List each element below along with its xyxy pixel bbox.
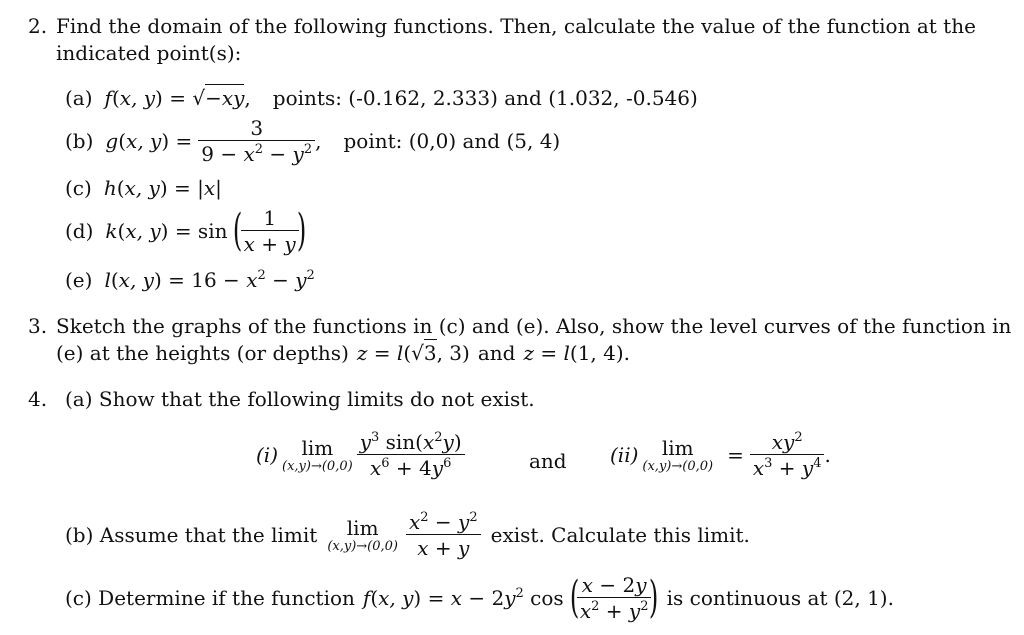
- problem-2-text-line1: Find the domain of the following functions. Then, calculate the value of the function at the: [56, 14, 976, 38]
- problem-2d: [65, 205, 310, 256]
- problem-4b: [65, 512, 750, 558]
- problem-4b-numerator: $x^2 - y^2$: [409, 510, 478, 534]
- problem-2b-label: (b): [65, 129, 94, 153]
- problem-4c-text-end: is continuous at (2, 1).: [666, 586, 894, 610]
- problem-4b-denominator: x + y: [406, 534, 481, 558]
- problem-4c-denominator: $x^2 + y^2$: [577, 597, 652, 621]
- problem-2c-formula: h(x, y) = |x|: [103, 176, 222, 200]
- problem-2b-denominator: $9 - x^2 - y^2$: [198, 140, 315, 164]
- limit-i-operator: [282, 435, 353, 474]
- problem-2c-label: (c): [65, 176, 92, 200]
- problem-4b-text-end: exist. Calculate this limit.: [490, 523, 750, 547]
- problem-4a-limit-ii: [610, 432, 831, 478]
- problem-2b-numerator: 3: [250, 116, 264, 140]
- limit-ii-numerator: $xy^2$: [771, 430, 803, 454]
- problem-2c: [65, 178, 222, 198]
- limit-ii-label: (ii): [610, 443, 639, 467]
- problem-3-height-2: z = l(1, 4).: [523, 341, 631, 365]
- problem-3-text-line1: Sketch the graphs of the functions in (c) and (e). Also, show the level curves of the function in: [56, 314, 1012, 338]
- problem-3-number: 3.: [28, 314, 48, 338]
- problem-4b-lim-sub: (x,y)→(0,0): [327, 538, 398, 554]
- limit-ii-fraction: [750, 432, 825, 478]
- problem-2a-points: points: (-0.162, 2.333) and (1.032, -0.546): [272, 86, 698, 110]
- problem-2b-comma: ,: [315, 129, 322, 153]
- problem-2b-fraction: [198, 118, 315, 164]
- problem-2b-points: point: (0,0) and (5, 4): [343, 129, 561, 153]
- problem-4b-text-start: (b) Assume that the limit: [65, 523, 318, 547]
- limit-ii-operator: [642, 435, 714, 474]
- problem-2e-const: 16: [191, 268, 217, 292]
- problem-3-line2: [56, 343, 630, 363]
- problem-4c-right-paren: ): [649, 572, 659, 623]
- problem-2d-numerator: 1: [263, 206, 277, 230]
- limit-i-denominator: $x^6 + 4y^6$: [357, 454, 465, 478]
- limit-i-lim: lim: [301, 435, 334, 460]
- problem-2b-formula-left: g(x, y) =: [105, 129, 193, 153]
- problem-2e: [65, 270, 315, 290]
- problem-3-and: and: [477, 341, 516, 365]
- problem-4a-text: (a) Show that the following limits do not exist.: [65, 387, 535, 411]
- problem-2d-right-paren: ): [296, 205, 307, 256]
- problem-2e-label: (e): [65, 268, 93, 292]
- problem-2a: [65, 88, 698, 108]
- problem-2a-formula: f(x, y) = √−xy,: [104, 86, 251, 110]
- limits-and: and: [529, 449, 567, 473]
- problem-4c-formula-left: f(x, $y) = x - 2y^2$ cos: [362, 586, 564, 610]
- limit-ii-lim: lim: [661, 435, 694, 460]
- problem-4-number: 4.: [28, 387, 48, 411]
- limit-ii-period: .: [824, 443, 831, 467]
- problem-4c-fraction: [577, 575, 652, 621]
- problem-4a-limit-i: [256, 432, 465, 478]
- limit-ii-denominator: $x^3 + y^4$: [750, 454, 825, 478]
- problem-4c: [65, 572, 894, 623]
- problem-4c-text-start: (c) Determine if the function: [65, 586, 355, 610]
- problem-2e-formula: l(x, $y) = 16 - x^2 - y^2$: [104, 268, 315, 292]
- problem-3-text-line2-start: (e) at the heights (or depths): [56, 341, 349, 365]
- problem-4b-lim: [327, 515, 398, 554]
- limit-i-numerator: $y^3$ $\sin(x^2y)$: [359, 430, 462, 454]
- problem-2-number: 2.: [28, 14, 48, 38]
- problem-2-text-line2: indicated point(s):: [56, 41, 242, 65]
- limit-ii-equals: =: [727, 443, 744, 467]
- limit-i-fraction: [357, 432, 465, 478]
- problem-2a-label: (a): [65, 86, 93, 110]
- problem-2d-fraction: [241, 208, 299, 254]
- problem-4b-lim-word: lim: [346, 515, 379, 540]
- problem-2b: [65, 118, 560, 164]
- problem-4c-left-paren: (: [569, 572, 579, 623]
- problem-4c-numerator: x − 2y: [581, 573, 647, 597]
- problem-4b-fraction: [406, 512, 481, 558]
- problem-3-height-1: z = l(√3, 3): [356, 341, 470, 365]
- limit-ii-sub: (x,y)→(0,0): [642, 458, 714, 474]
- problem-2d-label: (d): [65, 219, 94, 243]
- limit-i-label: (i): [256, 443, 279, 467]
- problem-2d-formula-left: k(x, y) = sin: [105, 219, 228, 243]
- limit-i-sub: (x,y)→(0,0): [282, 458, 353, 474]
- problem-2d-left-paren: (: [233, 205, 243, 256]
- problem-2d-denominator: x + y: [241, 230, 299, 254]
